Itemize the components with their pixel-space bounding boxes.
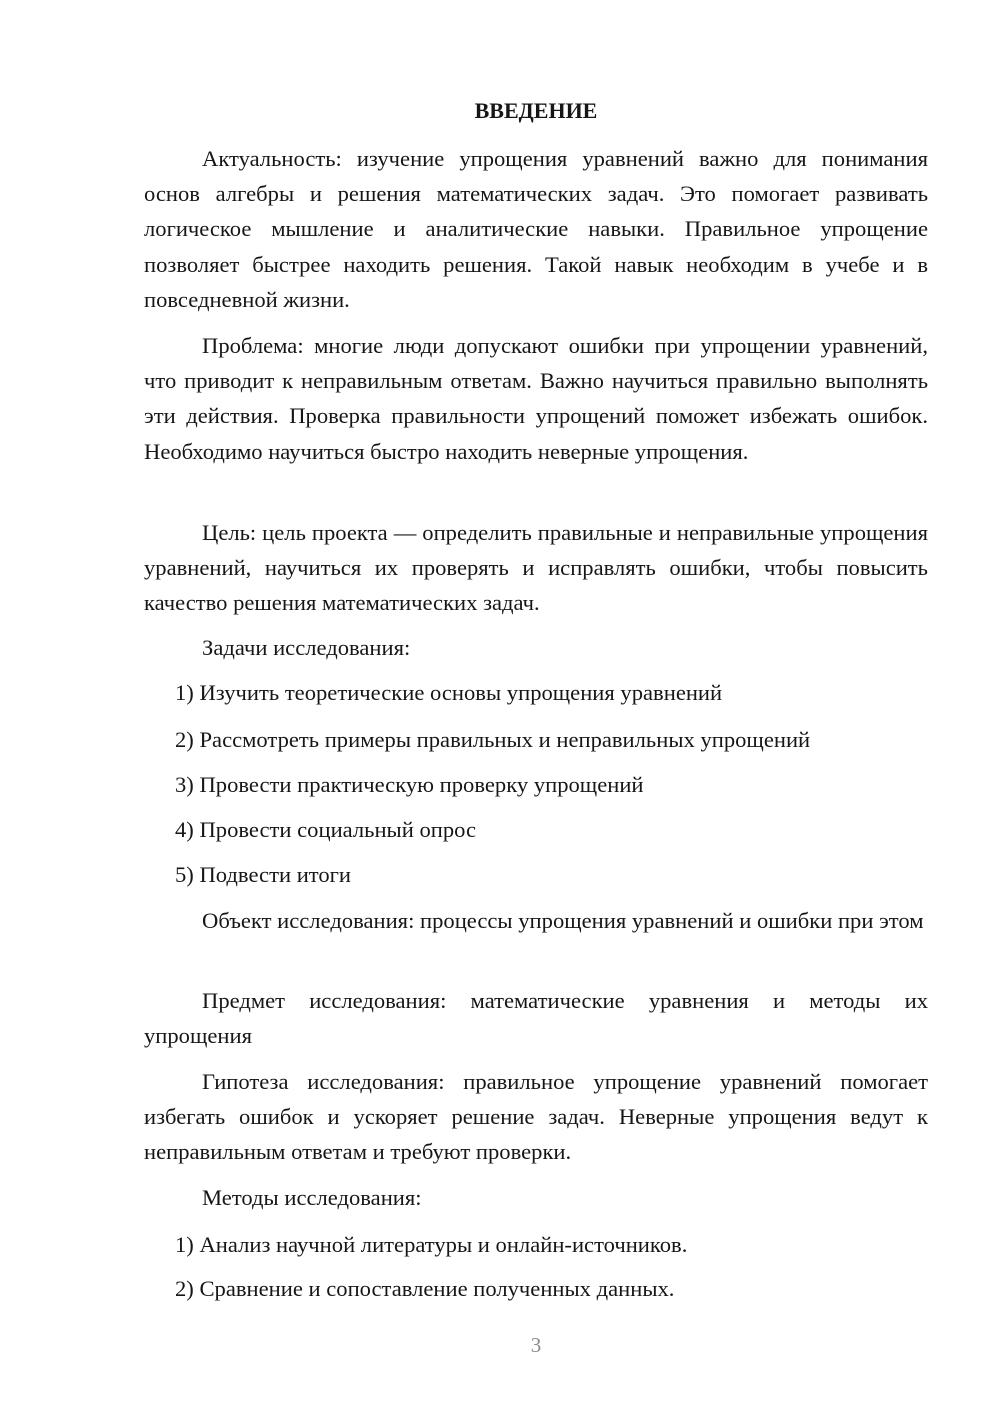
goal-paragraph: Цель: цель проекта — определить правильные и неправильные упрощения уравнений, научиться их проверять и исправлять ошибки, чтобы повысить качество решения математических задач. [144, 520, 928, 616]
subject-paragraph: Предмет исследования: математические уравнения и методы их упрощения [144, 988, 928, 1049]
relevance-paragraph: Актуальность: изучение упрощения уравнений важно для понимания основ алгебры и решения математических задач. Это помогает развивать логическое мышление и аналитические навыки. Правильное упрощение позволяет быстрее находить решения. Такой навык необходим в учебе и в повседневной жизни. [144, 146, 928, 312]
task-item-4: 4) Провести социальный опрос [175, 817, 477, 842]
object-paragraph: Объект исследования: процессы упрощения уравнений и ошибки при этом [202, 908, 924, 933]
problem-paragraph: Проблема: многие люди допускают ошибки при упрощении уравнений, что приводит к неправильным ответам. Важно научиться правильно выполнять эти действия. Проверка правильности упрощений поможет избежать ошибок. Необходимо научиться быстро находить неверные упрощения. [144, 333, 928, 464]
hypothesis-paragraph: Гипотеза исследования: правильное упрощение уравнений помогает избегать ошибок и ускоряет решение задач. Неверные упрощения ведут к неправильным ответам и требуют проверки. [144, 1069, 928, 1165]
task-item-3: 3) Провести практическую проверку упрощений [175, 772, 644, 797]
page-number: 3 [530, 1333, 542, 1357]
task-item-5: 5) Подвести итоги [175, 862, 352, 887]
tasks-heading: Задачи исследования: [202, 635, 411, 660]
method-item-2: 2) Сравнение и сопоставление полученных данных. [175, 1276, 675, 1301]
task-item-1: 1) Изучить теоретические основы упрощения уравнений [175, 680, 723, 705]
section-title: ВВЕДЕНИЕ [474, 98, 598, 123]
method-item-1: 1) Анализ научной литературы и онлайн-источников. [175, 1232, 688, 1257]
methods-heading: Методы исследования: [202, 1185, 422, 1210]
task-item-2: 2) Рассмотреть примеры правильных и неправильных упрощений [175, 727, 811, 752]
